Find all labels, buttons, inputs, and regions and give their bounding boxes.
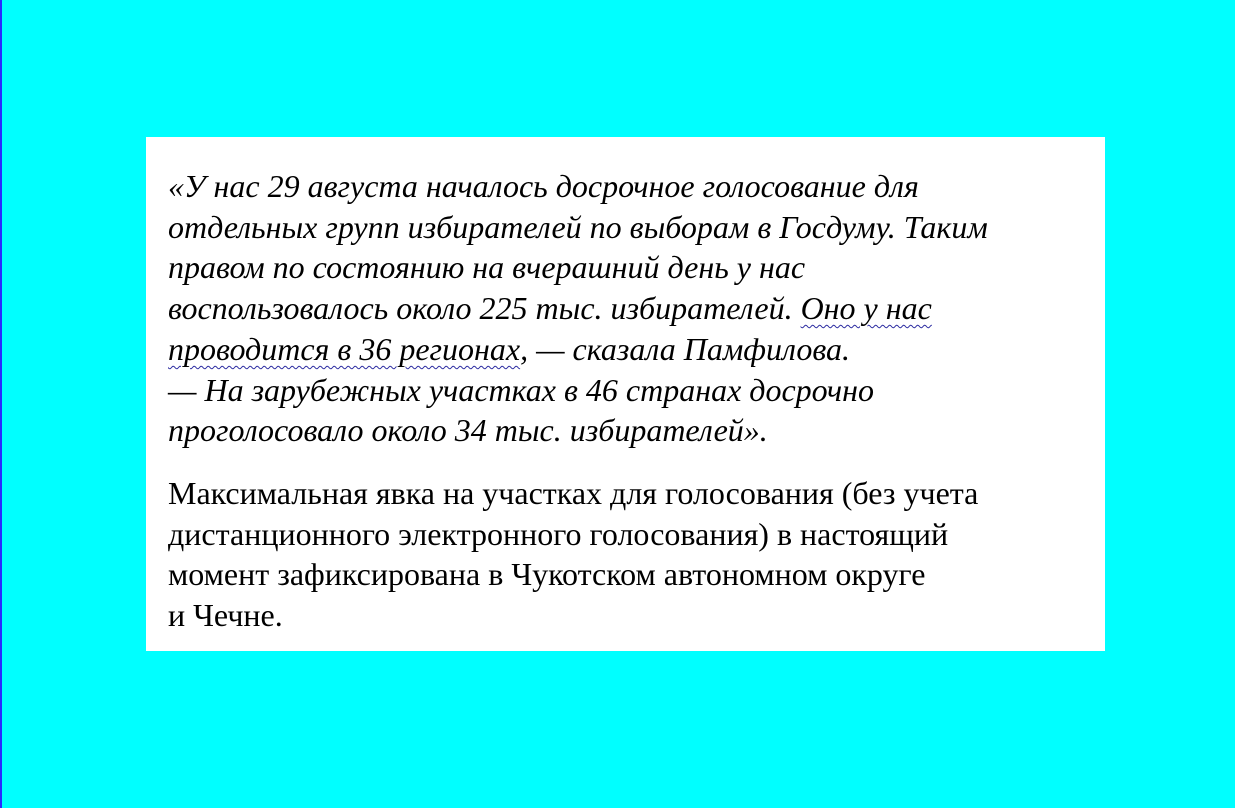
paragraph-line: момент зафиксирована в Чукотском автономном округе — [168, 556, 926, 593]
quote-line: «У нас 29 августа началось досрочное голосование для — [168, 168, 919, 204]
quote-line — [168, 329, 1105, 370]
window-left-edge — [0, 0, 2, 808]
quote-line: — На зарубежных участках в 46 странах досрочно — [168, 371, 874, 408]
quote-line-text: , — сказала Памфилова. — [520, 330, 850, 367]
paragraph-line: и Чечне. — [168, 597, 283, 634]
quote-block — [168, 166, 1105, 451]
paragraph-line: Максимальная явка на участках для голосования (без учета — [168, 474, 979, 511]
quote-line — [168, 288, 1105, 329]
quote-line: правом по состоянию на вчерашний день у нас — [168, 249, 806, 286]
quote-line: проголосовало около 34 тыс. избирателей». — [168, 412, 768, 449]
quote-line-text: воспользовалось около 225 тыс. избирателей. — [168, 290, 801, 327]
paragraph-line: дистанционного электронного голосования) в настоящий — [168, 515, 949, 552]
body-paragraph — [168, 473, 1105, 636]
quote-line: отдельных групп избирателей по выборам в Госдуму. Таким — [168, 208, 988, 245]
spellcheck-marked-text: проводится в 36 регионах — [168, 330, 521, 367]
text-card — [146, 137, 1105, 651]
spellcheck-marked-text: Оно у нас — [800, 290, 932, 327]
